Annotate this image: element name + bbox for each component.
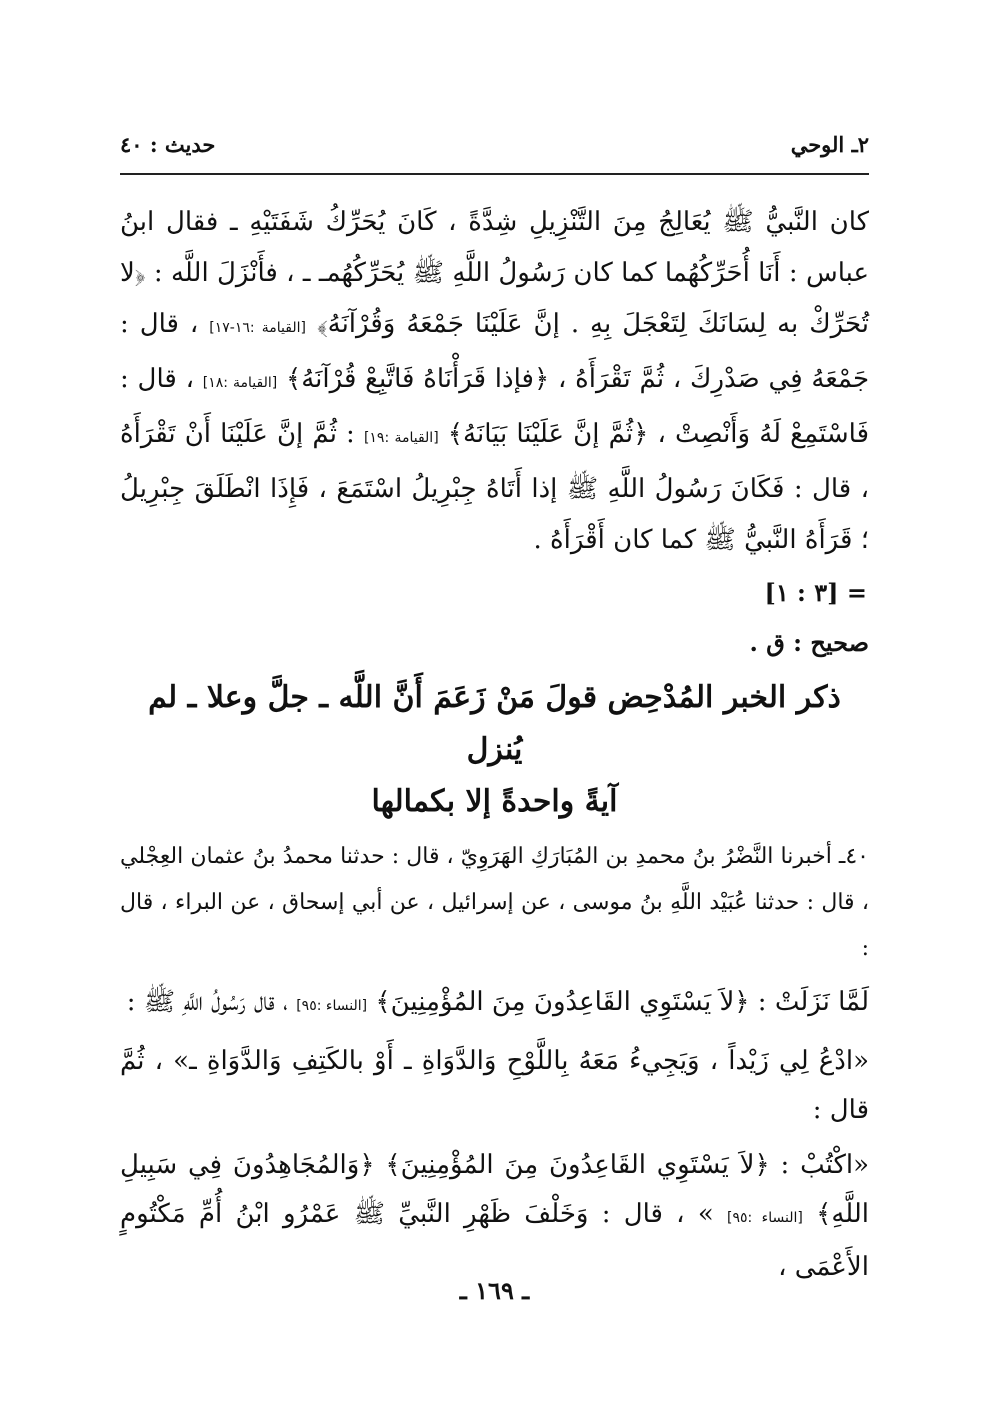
- hadith-text-paragraph: [120, 978, 869, 1031]
- hadith-text-paragraph: [120, 1141, 869, 1292]
- chapter-heading: [120, 672, 869, 828]
- hadith-running-number: حديث : ٤٠: [120, 131, 216, 157]
- chapter-heading-line: ذكر الخبر المُدْحِض قولَ مَنْ زَعَمَ أَنَّ اللَّه ـ جلَّ وعلا ـ لم يُنزل: [148, 680, 841, 767]
- quran-reference: [القيامة :١٩]: [363, 430, 439, 446]
- hadith-text-paragraph: «ادْعُ لِي زَيْداً ، وَيَجِيءُ مَعَهُ بِاللَّوْحِ وَالدَّوَاةِ ـ أَوْ بالكَتِفِ وَالدَّوَاةِ ـ» ، ثُمَّ قال :: [120, 1046, 869, 1125]
- chain-of-narration: ٤٠ـ أخبرنا النَّضْرُ بنُ محمدِ بن المُبَارَكِ الهَرَوِيّ ، قال : حدثنا محمدُ بنُ عثمان العِجْلي ، قال : حدثنا عُبَيْد اللَّهِ بنُ موسى ، عن إسرائيل ، عن أبي إسحاق ، عن البراء ، قال :: [120, 844, 869, 961]
- hadith-text-segment: ، قال : جَمْعَهُ فِي صَدْرِكَ ، ثُمَّ تَقْرَأَهُ ، ﴿فإذا قَرَأْنَاهُ فَاتَّبِعْ قُرْآنَهُ﴾: [120, 309, 870, 394]
- header-divider: [120, 173, 869, 175]
- chapter-running-title: ٢ـ الوحي: [790, 131, 869, 157]
- quran-reference: [النساء :٩٥]: [296, 998, 368, 1014]
- hadith-text-segment: » ، قال : وَخَلْفَ ظَهْرِ النَّبيِّ ﷺ عَمْرُو ابْنُ أُمِّ مَكْتُومٍ الأَعْمَى ،: [120, 1199, 869, 1282]
- quran-reference: [النساء :٩٥]: [726, 1210, 803, 1226]
- quran-reference: [القيامة :١٦-١٧]: [209, 320, 306, 336]
- running-header: [120, 126, 869, 162]
- hadith-text-segment: لَمَّا نَزَلَتْ : ﴿لاَ يَسْتَوِي القَاعِدُونَ مِنَ المُؤْمِنِينَ﴾: [375, 987, 869, 1017]
- page-number: ـ ١٦٩ ـ: [459, 1276, 530, 1305]
- hadith-text-segment: كان النَّبيُّ ﷺ يُعَالِجُ مِنَ التَّنْزِيلِ شِدَّةً ، كَانَ يُحَرِّكُ شَفَتَيْهِ ـ فقال ابنُ عباس : أَنَا أُحَرِّكُهُما كما كان رَسُولُ اللَّهِ ﷺ يُحَرِّكُهُمـ ـ ، فأَنْزَلَ اللَّه : ﴿لا تُحَرِّكْ به لِسَانَكَ لِتَعْجَلَ بِهِ . إنَّ عَلَيْنَا جَمْعَهُ وَقُرْآنَهُ﴾: [120, 207, 870, 339]
- hadith-text-paragraph: [120, 197, 869, 566]
- hadith-text-segment: : ثُمَّ إنَّ عَلَيْنَا أَنْ تَقْرَأَهُ ، قال : فَكَانَ رَسُولُ اللَّهِ ﷺ إذا أَتَاهُ جِبْرِيلُ اسْتَمَعَ ، فَإِذَا انْطَلَقَ جِبْرِيلُ ؛ قَرَأَهُ النَّبيُّ ﷺ كما كان أَقْرَأَهُ .: [120, 419, 869, 555]
- authenticity-grade: صحيح : ق .: [749, 628, 869, 657]
- hadith-text-segment: ، قال رَسُولُ اللَّهِ ﷺ :: [126, 987, 288, 1017]
- cross-reference: = [٣ : ١]: [764, 578, 867, 607]
- page-body: [120, 197, 869, 1292]
- hadith-text-segment: ، قال : فَاسْتَمِعْ لَهُ وَأَنْصِتْ ، ﴿ثُمَّ إنَّ عَلَيْنَا بَيَانَهُ﴾: [120, 364, 870, 449]
- quran-reference: [القيامة :١٨]: [202, 375, 278, 391]
- chapter-heading-line: آيةً واحدةً إلا بكمالها: [371, 784, 618, 819]
- hadith-text-segment: «اكْتُبْ : ﴿لاَ يَسْتَوِي القَاعِدُونَ مِنَ المُؤْمِنِينَ﴾ ﴿وَالمُجَاهِدُونَ فِي سَبِيلِ اللَّهِ﴾: [120, 1150, 870, 1229]
